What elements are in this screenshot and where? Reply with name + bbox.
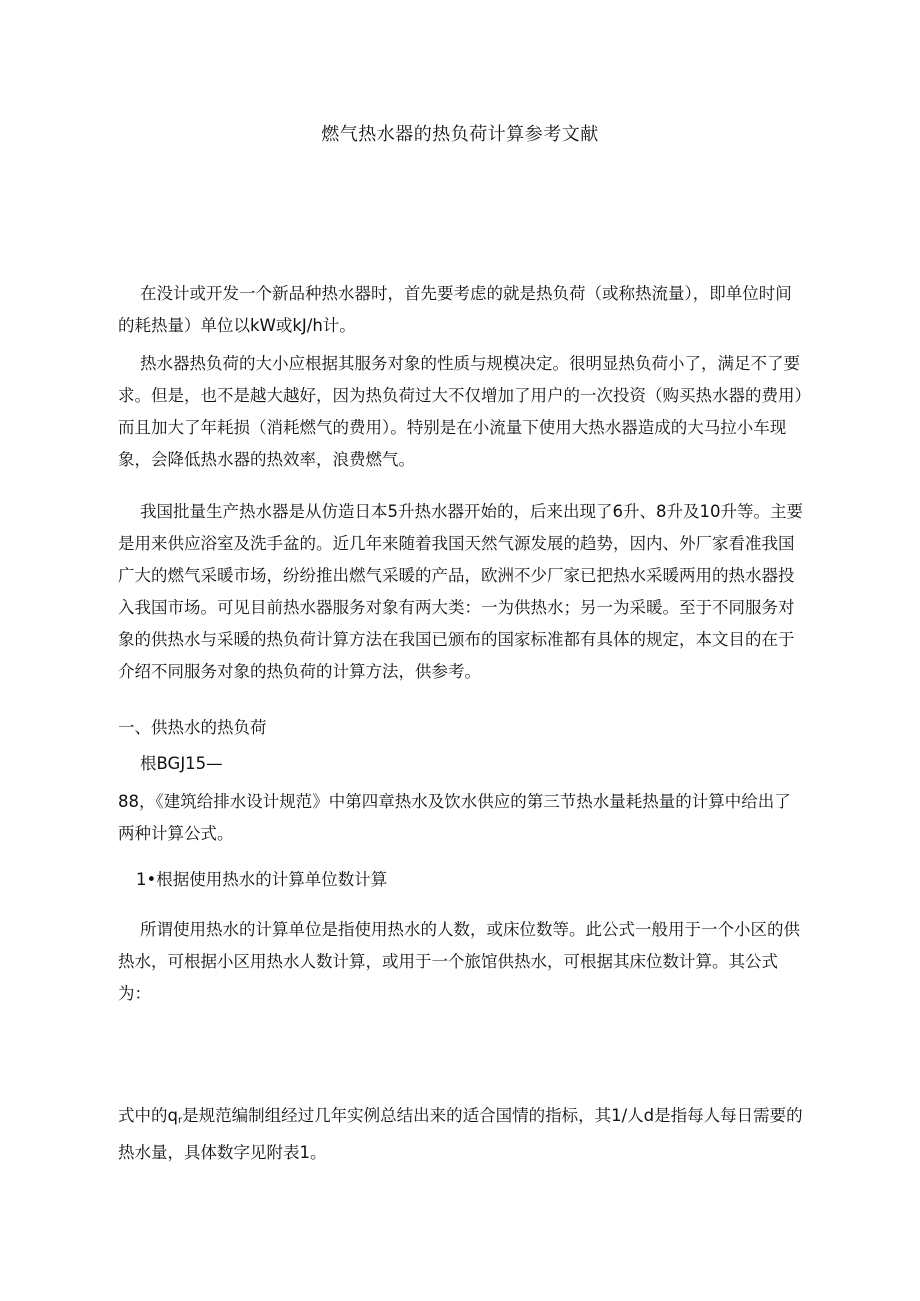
- subsection-heading-calc-units: 1•根据使用热水的计算单位数计算: [136, 870, 388, 889]
- formula-text-post: 是规范编制组经过几年实例总结出来的适合国情的指标，其1/人d是指每人每日需要的热水量，具体数字见附表1。: [118, 1106, 803, 1162]
- standard-reference-start: 根BGJ15—: [140, 754, 223, 773]
- document-title: 燃气热水器的热负荷计算参考文献: [321, 124, 599, 145]
- calc-units-paragraph: 所谓使用热水的计算单位是指使用热水的人数，或床位数等。此公式一般用于一个小区的供热水，可根据小区用热水人数计算，或用于一个旅馆供热水，可根据其床位数计算。其公式为：: [118, 920, 800, 1003]
- production-paragraph: 我国批量生产热水器是从仿造日本5升热水器开始的，后来出现了6升、8升及10升等。主要是用来供应浴室及洗手盆的。近几年来随着我国天然气源发展的趋势，因内、外厂家看准我国广大的燃气采暖市场，纷纷推出燃气采暖的产品，欧洲不少厂家已把热水采暖两用的热水器投入我国市场。可见目前热水器服务对象有两大类：一为供热水；另一为采暖。至于不同服务对象的供热水与采暖的热负荷计算方法在我国已颁布的国家标准都有具体的规定，本文目的在于介绍不同服务对象的热负荷的计算方法，供参考。: [118, 502, 803, 681]
- formula-text-pre: 式中的q: [118, 1106, 178, 1125]
- heat-load-paragraph: 热水器热负荷的大小应根据其服务对象的性质与规模决定。很明显热负荷小了，满足不了要求。但是，也不是越大越好，因为热负荷过大不仅增加了用户的一次投资（购买热水器的费用）而且加大了年耗损（消耗燃气的费用）。特别是在小流量下使用大热水器造成的大马拉小车现象，会降低热水器的热效率，浪费燃气。: [118, 354, 803, 469]
- intro-paragraph: 在没计或开发一个新品种热水器时，首先要考虑的就是热负荷（或称热流量），即单位时间的耗热量）单位以kW或kJ/h计。: [118, 284, 792, 335]
- formula-explanation-paragraph: [118, 1100, 806, 1169]
- formula-subscript: r: [177, 1115, 183, 1126]
- section-heading-hot-water: 一、供热水的热负荷: [118, 718, 267, 737]
- standard-reference-paragraph: 88，《建筑给排水设计规范》中第四章热水及饮水供应的第三节热水量耗热量的计算中给出了两种计算公式。: [118, 792, 791, 843]
